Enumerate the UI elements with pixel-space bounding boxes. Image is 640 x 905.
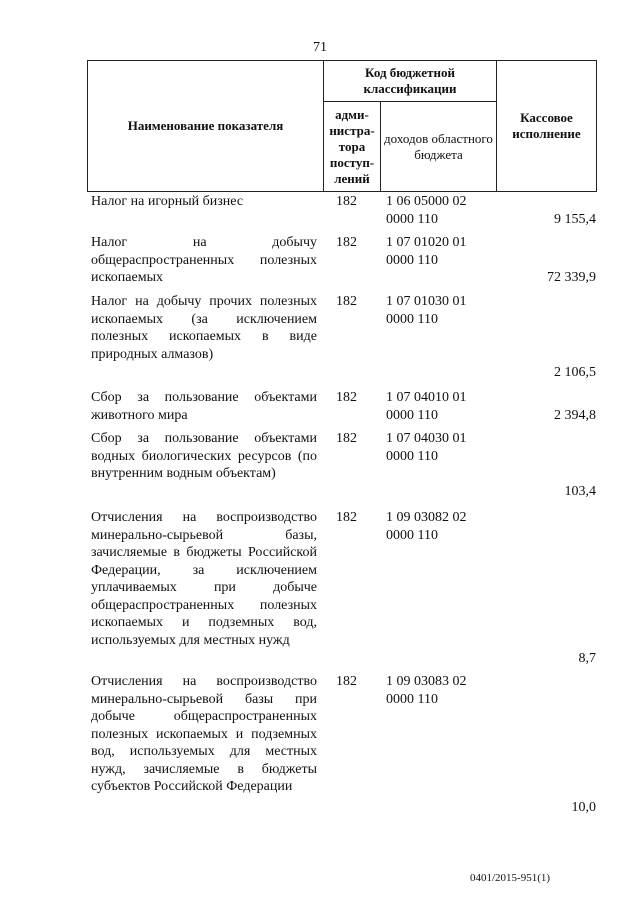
row-sum: 2 394,8 xyxy=(554,408,596,423)
row-admin-code: 182 xyxy=(336,674,357,689)
row-sum: 103,4 xyxy=(564,484,596,499)
header-kbk-column: Код бюджетной классификации xyxy=(323,60,497,102)
row-budget-code: 1 07 01030 01 0000 110 xyxy=(386,294,467,327)
row-name: Сбор за пользование объектами водных биологических ресурсов (по внутренним водным объектам) xyxy=(91,431,317,481)
header-name-column: Наименование показателя xyxy=(87,60,324,192)
row-sum: 9 155,4 xyxy=(554,212,596,227)
row-sum: 2 106,5 xyxy=(554,365,596,380)
row-admin-code: 182 xyxy=(336,390,357,405)
row-sum: 8,7 xyxy=(578,651,596,666)
table-header xyxy=(87,60,597,192)
row-sum: 72 339,9 xyxy=(547,270,596,285)
row-budget-code: 1 06 05000 02 0000 110 xyxy=(386,194,467,227)
row-name: Налог на добычу прочих полезных ископаемых (за исключением полезных ископаемых в виде природных алмазов) xyxy=(91,294,317,362)
row-name: Налог на добычу общераспространенных полезных ископаемых xyxy=(91,235,317,285)
header-admin-column: адми-нистра-тора поступ-лений xyxy=(323,101,381,192)
row-name: Сбор за пользование объектами животного мира xyxy=(91,390,317,423)
row-admin-code: 182 xyxy=(336,194,357,209)
row-sum: 10,0 xyxy=(571,800,596,815)
row-name: Отчисления на воспроизводство минерально-сырьевой базы, зачисляемые в бюджеты Российской Федерации, за исключением уплачиваемых при добыче общераспространенных полезных ископаемых и подземных вод, используемых для местных нужд xyxy=(91,510,317,648)
header-execution-column: Кассовое исполнение xyxy=(496,60,597,192)
row-admin-code: 182 xyxy=(336,510,357,525)
row-name: Отчисления на воспроизводство минерально-сырьевой базы при добыче общераспространенных полезных ископаемых и подземных вод, используемых для местных нужд, зачисляемые в бюджеты субъектов Российской Федерации xyxy=(91,674,317,794)
row-budget-code: 1 09 03083 02 0000 110 xyxy=(386,674,467,707)
row-budget-code: 1 07 01020 01 0000 110 xyxy=(386,235,467,268)
row-admin-code: 182 xyxy=(336,235,357,250)
header-income-column: доходов областного бюджета xyxy=(380,101,497,192)
row-budget-code: 1 07 04010 01 0000 110 xyxy=(386,390,467,423)
row-budget-code: 1 07 04030 01 0000 110 xyxy=(386,431,467,464)
page-number: 71 xyxy=(313,40,327,55)
row-name: Налог на игорный бизнес xyxy=(91,194,244,209)
document-code: 0401/2015-951(1) xyxy=(470,872,551,884)
row-budget-code: 1 09 03082 02 0000 110 xyxy=(386,510,467,543)
row-admin-code: 182 xyxy=(336,294,357,309)
row-admin-code: 182 xyxy=(336,431,357,446)
